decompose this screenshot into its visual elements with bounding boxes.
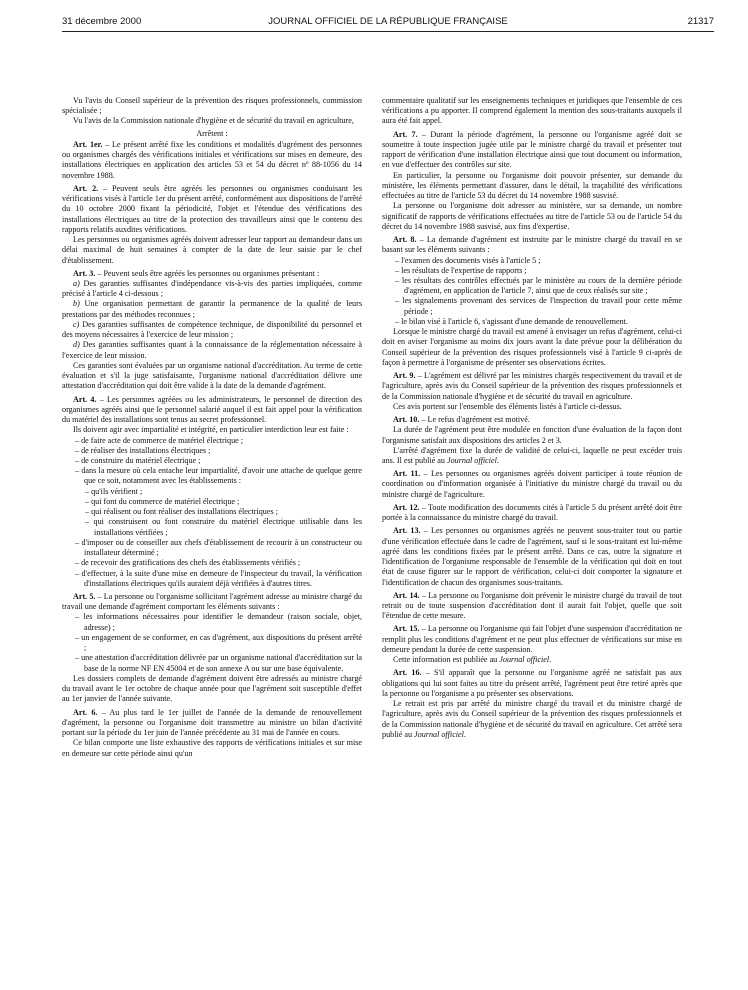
paragraph: La durée de l'agrément peut être modulée en fonction d'une évaluation de la façon dont l'organisme satisfait aux dispositions des articles 2 et 3. xyxy=(382,425,682,445)
article-11: Art. 11. – Les personnes ou organismes agréés doivent participer à toute réunion de coordination ou d'information organisée à l'initiative du ministre chargé du travail ou du ministre chargé de l'agriculture. xyxy=(382,469,683,499)
list-item: – les informations nécessaires pour identifier le demandeur (raison sociale, objet, adresse) ; xyxy=(75,612,362,632)
article-title: Art. 15. xyxy=(393,624,420,634)
paragraph: Ils doivent agir avec impartialité et intégrité, en particulier interdiction leur est faite : xyxy=(73,425,349,435)
article-12: Art. 12. – Toute modification des documents cités à l'article 5 du présent arrêté doit être portée à la connaissance du ministre chargé du travail. xyxy=(382,502,682,523)
list-item: – de construire du matériel électrique ; xyxy=(75,455,201,465)
paragraph: Ces garanties sont évaluées par un organisme national d'accréditation. Au terme de cette évaluation et s'il la juge satisfaisante, l'organisme national d'accréditation délivre une attestation d'accréditation qui doit être valide à la date de la demande d'agrément. xyxy=(62,360,362,391)
journal-officiel: Journal officiel xyxy=(446,455,497,465)
article-title: Art. 14. xyxy=(393,590,420,600)
list xyxy=(382,256,682,328)
paragraph: c) Des garanties suffisantes de compétence technique, de disponibilité du personnel et des moyens nécessaires à l'exercice de leur mission ; xyxy=(62,319,362,340)
list-item: – le bilan visé à l'article 6, s'agissant d'une demande de renouvellement. xyxy=(395,316,628,326)
article-15: Art. 15. – La personne ou l'organisme qui fait l'objet d'une suspension d'accréditation ne remplit plus les conditions d'agrément et ne peut plus effectuer de vérifications sur mise en demeure pendant la durée de cette suspension. xyxy=(382,624,682,654)
paragraph: Les personnes ou organismes agréés doivent adresser leur rapport au demandeur dans un délai maximal de huit semaines à compter de la date de leur saisie par le chef d'établissement. xyxy=(62,235,362,265)
article-7: Art. 7. – Durant la période d'agrément, la personne ou l'organisme agréé doit se soumettre à toute inspection jugée utile par le ministre chargé du travail et présenter tout rapport de vérification d'une installation électrique ainsi que tout document ou information, en vue d'effectuer des contrôles sur site. xyxy=(382,129,682,170)
visa-paragraph: Vu l'avis de la Commission nationale d'hygiène et de sécurité du travail en agriculture, xyxy=(73,116,354,126)
article-10: Art. 10. – Le refus d'agrément est motivé. xyxy=(393,415,530,425)
journal-officiel: Journal officiel xyxy=(414,729,464,739)
paragraph: a) Des garanties suffisantes d'indépendance vis-à-vis des parties impliquées, comme précisé à l'article 4 ci-dessous ; xyxy=(62,278,362,299)
arretent-heading: Arrêtent : xyxy=(196,128,228,138)
article-title: Art. 6. xyxy=(73,707,98,717)
article-title: Art. 16. xyxy=(393,668,422,678)
article-title: Art. 11. xyxy=(393,469,421,479)
article-6: Art. 6. – Au plus tard le 1er juillet de l'année de la demande de renouvellement d'agrément, la personne ou l'organisme doit transmettre au ministre un bilan d'activité portant sur la période du 1er juin de l'année précédente au 31 mai de l'année en cours. xyxy=(62,707,362,738)
paragraph: b) Une organisation permettant de garantir la permanence de la qualité de leurs prestations par des méthodes reconnues ; xyxy=(62,299,362,319)
list-item: – l'examen des documents visés à l'article 5 ; xyxy=(395,255,541,265)
list-item: – un engagement de se conformer, en cas d'agrément, aux dispositions du présent arrêté ; xyxy=(75,632,362,653)
paragraph: En particulier, la personne ou l'organisme doit pouvoir présenter, sur demande du ministère, les éléments permettant d'assurer, dans le détail, la traçabilité des vérifications effectuées au titre de l'article 53 du décret du 14 novembre 1988 susvisé. xyxy=(382,170,682,201)
right-column xyxy=(382,96,682,740)
article-title: Art. 12. xyxy=(393,502,420,512)
article-title: Art. 2. xyxy=(73,183,99,193)
list-item: – les signalements provenant des services de l'inspection du travail pour cette même période ; xyxy=(395,296,682,316)
paragraph: Lorsque le ministre chargé du travail est amené à envisager un refus d'agrément, celui-ci doit en aviser l'organisme au moins dix jours avant la date prévue pour la délibération du Conseil supérieur de la prévention des risques professionnels visé à l'article 9 ci-après de façon à permettre à l'organisme de présenter ses observations écrites. xyxy=(382,327,682,367)
list-item: – de recevoir des gratifications des chefs des établissements vérifiés ; xyxy=(75,558,301,568)
article-title: Art. 9. xyxy=(393,371,416,381)
article-title: Art. 4. xyxy=(73,394,97,404)
paragraph: d) Des garanties suffisantes quant à la connaissance de la réglementation nécessaire à l'exercice de leur mission. xyxy=(62,340,362,360)
paragraph: Les dossiers complets de demande d'agrément doivent être adressés au ministre chargé du travail avant le 1er octobre de chaque année pour que l'agrément soit susceptible d'effet au 1er janvier de l'année suivante. xyxy=(62,673,362,704)
list-item: – qu'ils vérifient ; xyxy=(85,486,143,496)
journal-officiel: Journal officiel xyxy=(499,655,550,665)
list-item: – de réaliser des installations électriques ; xyxy=(75,445,211,455)
article-14: Art. 14. – La personne ou l'organisme doit prévenir le ministre chargé du travail de tout retrait ou de toute suspension d'accréditation dont il aurait fait l'objet, quelle que soit l'étendue de cette mesure. xyxy=(382,590,682,621)
paragraph: Le retrait est pris par arrêté du ministre chargé du travail et du ministre chargé de l'agriculture, après avis du Conseil supérieur de la prévention des risques professionnels et de la Commission nationale d'hygiène et de sécurité du travail en agriculture. Cet arrêté sera publié au Journal officiel. xyxy=(382,699,682,739)
article-8: Art. 8. – La demande d'agrément est instruite par le ministre chargé du travail en se basant sur les éléments suivants : xyxy=(382,235,682,255)
article-title: Art. 3. xyxy=(73,268,96,278)
article-title: Art. 5. xyxy=(73,592,96,602)
list-item: – qui font du commerce de matériel électrique ; xyxy=(85,496,240,506)
article-4: Art. 4. – Les personnes agréées ou les administrateurs, le personnel de direction des organismes agréés ainsi que le personnel salarié auquel il est fait appel pour la vérification du matériel des installations sont tenus au secret professionnel. xyxy=(62,394,362,425)
paragraph: L'arrêté d'agrément fixe la durée de validité de celui-ci, laquelle ne peut excéder trois ans. Il est publié au Journal officiel. xyxy=(382,445,682,465)
paragraph: Ce bilan comporte une liste exhaustive des rapports de vérifications initiales et sur mise en demeure sur cette période ainsi qu'un xyxy=(62,738,362,758)
article-13: Art. 13. – Les personnes ou organismes agréés ne peuvent sous-traiter tout ou partie d'une vérification effectuée dans le cadre de l'agrément, sauf si le sous-traitant est lui-même agréé dans les conditions fixées par le présent arrêté. Dans ce cas, outre la signature et l'identification de l'organisme responsable de l'ensemble de la vérification qui doit en tout état de cause figurer sur le rapport de vérification, celui-ci doit comporter la signature et l'identification de chacun des organismes sous-traitants. xyxy=(382,526,682,587)
article-9: Art. 9. – L'agrément est délivré par les ministres chargés respectivement du travail et de l'agriculture, après avis du Conseil supérieur de la prévention des risques professionnels et de la Commission nationale d'hygiène et de sécurité du travail en agriculture. xyxy=(382,371,682,401)
article-3: Art. 3. – Peuvent seuls être agréés les personnes ou organismes présentant : xyxy=(73,268,320,278)
list-item: – qui construisent ou font construire du matériel électrique utilisable dans les installations vérifiées ; xyxy=(85,517,362,537)
list-item: – d'effectuer, à la suite d'une mise en demeure de l'inspecteur du travail, la vérification d'installations électriques qu'ils auraient déjà vérifiées à d'autres titres. xyxy=(75,568,362,588)
article-title: Art. 10. xyxy=(393,415,420,425)
header-date: 31 décembre 2000 xyxy=(62,16,142,27)
visa-paragraph: Vu l'avis du Conseil supérieur de la prévention des risques professionnels, commission spécialisée ; xyxy=(62,96,362,116)
list xyxy=(62,612,362,673)
list-item: – les résultats des contrôles effectués par le ministère au cours de la dernière période d'agrément, en application de l'article 7, ainsi que de ceux réalisés sur site ; xyxy=(395,275,682,296)
list-item: – dans la mesure où cela entache leur impartialité, d'avoir une attache de quelque genre que ce soit, notamment avec les établissements : xyxy=(75,466,362,486)
list-item: – une attestation d'accréditation délivrée par un organisme national d'accréditation sur la base de la norme NF EN 45004 et de son annexe A ou sur une base équivalente. xyxy=(75,653,362,673)
list-item: – qui réalisent ou font réaliser des installations électriques ; xyxy=(85,507,278,517)
list xyxy=(62,436,362,590)
paragraph: commentaire qualitatif sur les enseignements techniques et juridiques que l'ensemble de ces vérifications a pu apporter. Il comprend également la mention des sous-traitants auxquels il aura été fait appel. xyxy=(382,96,682,126)
article-title: Art. 13. xyxy=(393,526,421,536)
header-title: JOURNAL OFFICIEL DE LA RÉPUBLIQUE FRANÇAISE xyxy=(268,16,508,27)
article-1: Art. 1er. – Le présent arrêté fixe les conditions et modalités d'agrément des personnes ou organismes chargés des vérifications initiales et vérifications sur mises en demeure, des installations électriques en application des articles 53 et 54 du décret nº 88-1056 du 14 novembre 1988. xyxy=(62,139,362,180)
page-header xyxy=(62,16,714,30)
paragraph: Cette information est publiée au Journal officiel. xyxy=(393,655,552,665)
paragraph: Ces avis portent sur l'ensemble des éléments listés à l'article ci-dessus. xyxy=(393,401,622,411)
article-title: Art. 8. xyxy=(393,235,417,245)
header-rule xyxy=(62,31,714,32)
article-title: Art. 1er. xyxy=(73,139,103,149)
page-number: 21317 xyxy=(687,16,714,27)
left-column xyxy=(62,96,362,759)
article-title: Art. 7. xyxy=(393,129,418,139)
article-16: Art. 16. – S'il apparaît que la personne ou l'organisme agréé ne satisfait pas aux obligations qui lui sont faites au titre du présent arrêté, l'agrément peut être retiré après que la personne ou l'organisme a pu présenter ses observations. xyxy=(382,668,682,698)
paragraph: La personne ou l'organisme doit adresser au ministère, sur sa demande, un nombre significatif de rapports de vérifications effectuées au titre de l'article 53 ou de l'article 54 du décret du 14 novembre 1988 susvisé, aux fins d'expertise. xyxy=(382,201,682,231)
list-item: – de faire acte de commerce de matériel électrique ; xyxy=(75,435,244,445)
article-5: Art. 5. – La personne ou l'organisme sollicitant l'agrément adresse au ministre chargé du travail une demande d'agrément comportant les éléments suivants : xyxy=(62,592,362,612)
list-item: – d'imposer ou de conseiller aux chefs d'établissement de recourir à un constructeur ou installateur déterminé ; xyxy=(75,537,362,558)
article-2: Art. 2. – Peuvent seuls être agréés les personnes ou organismes conduisant les vérifications visés à l'article 1er du présent arrêté, conformément aux dispositions de l'arrêté du 10 octobre 2000 fixant la périodicité, l'objet et l'étendue des vérifications des installations électriques au titre de la protection des travailleurs ainsi que le contenu des rapports relatifs auxdites vérifications. xyxy=(62,183,362,234)
list-item: – les résultats de l'expertise de rapports ; xyxy=(395,265,527,275)
